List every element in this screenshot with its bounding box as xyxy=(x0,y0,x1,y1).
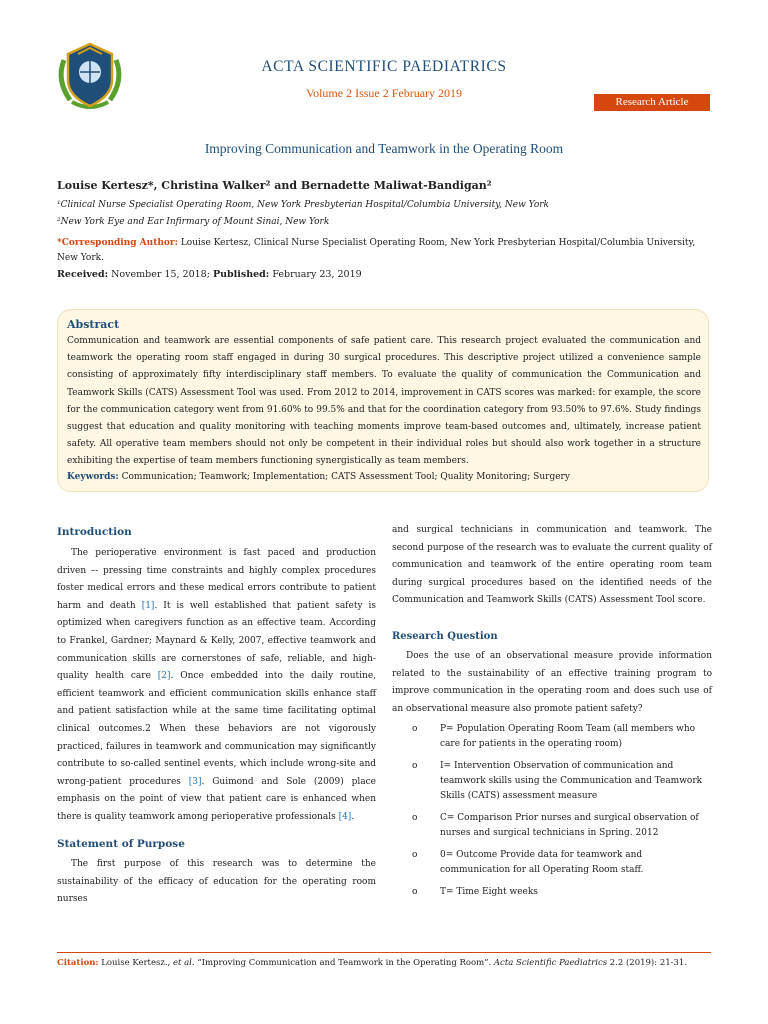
volume-issue: Volume 2 Issue 2 February 2019 xyxy=(305,86,463,100)
intro-text-b: . It is well established that patient safety is optimized when caregivers function as an effective team. According to Frankel, Gardner; Maynard & Kelly, 2007, effective teamwork and communication skills are cornerstones of safe, reliable, and high-quality health care xyxy=(57,600,377,682)
bullet-icon: o xyxy=(412,850,418,860)
corresponding-label: *Corresponding Author: xyxy=(57,238,178,248)
list-item: o P= Population Operating Room Team (all members who care for patients in the operating room) xyxy=(412,724,696,749)
intro-text-d: . Guimond and Sole (2009) place emphasis on the point of view that patient care is enhanced when there is quality teamwork among perioperative professionals xyxy=(57,776,376,822)
corresponding-text: Louise Kertesz, Clinical Nurse Specialist Operating Room, New York Presbyterian Hospital/Columbia University, New York. xyxy=(57,238,696,263)
keywords xyxy=(67,472,570,482)
citation-journal: Acta Scientific Paediatrics xyxy=(493,958,608,968)
citation xyxy=(57,958,711,968)
citation-rest: 2.2 (2019): 21-31. xyxy=(607,958,688,968)
reference-link-2[interactable]: [2] xyxy=(157,671,171,682)
citation-authors: Louise Kertesz., xyxy=(98,958,173,968)
research-question-text: Does the use of an observational measure provide information related to the sustainability of an effective training program to improve communication in the operating room and does such use of an observational measure also promote patient safety? xyxy=(392,651,712,714)
footer-divider xyxy=(57,952,711,953)
abstract-heading: Abstract xyxy=(67,318,120,331)
abstract-text: Communication and teamwork are essential components of safe patient care. This research project evaluated the communication and teamwork the operating room staff engaged in during 30 surgical procedures. This descriptive project utilized a convenience sample consisting of approximately fifty interdisciplinary staff members. To evaluate the quality of communication the Communication and Teamwork Skills (CATS) Assessment Tool was used. From 2012 to 2014, improvement in CATS scores was marked: for example, the score for the communication category went from 91.60% to 99.5% and that for the coordination category from 93.50% to 97.6%. Study findings suggest that education and quality monitoring with teaching moments improve team-based outcomes and, ultimately, increase patient safety. All operative team members should not only be competent in their individual roles but should also work together in a structure exhibiting the expertise of team members functioning synergistically as team members. xyxy=(67,336,701,467)
intro-text-a: The perioperative environment is fast paced and production driven –- pressing time constraints and highly complex procedures foster medical errors and these medical errors contribute to patient harm and death xyxy=(57,548,376,611)
received-date: November 15, 2018; xyxy=(108,269,213,280)
affiliation-1: ¹Clinical Nurse Specialist Operating Room, New York Presbyterian Hospital/Columbia University, New York xyxy=(57,200,550,210)
published-date: February 23, 2019 xyxy=(269,269,362,280)
intro-text-e: . xyxy=(351,811,355,822)
author-list: Louise Kertesz*, Christina Walker² and Bernadette Maliwat-Bandigan² xyxy=(57,179,492,192)
list-item: o T= Time Eight weeks xyxy=(392,885,712,900)
journal-logo xyxy=(52,40,128,114)
bullet-icon: o xyxy=(412,887,418,897)
introduction-heading: Introduction xyxy=(57,526,132,538)
published-label: Published: xyxy=(212,269,270,280)
corresponding-author xyxy=(57,236,713,266)
article-title: Improving Communication and Teamwork in the Operating Room xyxy=(204,141,564,156)
bullet-icon: o xyxy=(412,813,418,823)
research-question-heading: Research Question xyxy=(392,631,498,642)
keywords-text: Communication; Teamwork; Implementation; CATS Assessment Tool; Quality Monitoring; Surgery xyxy=(118,472,570,482)
reference-link-3[interactable]: [3] xyxy=(188,776,202,787)
purpose-heading: Statement of Purpose xyxy=(57,838,185,850)
received-label: Received: xyxy=(57,269,109,280)
article-dates xyxy=(57,269,362,280)
bullet-icon: o xyxy=(412,724,418,734)
list-item: o 0= Outcome Provide data for teamwork and communication for all Operating Room staff. xyxy=(412,850,644,875)
purpose-paragraph-start: The first purpose of this research was to determine the sustainability of the efficacy of education for the operating room nurses xyxy=(57,859,376,905)
reference-link-4[interactable]: [4] xyxy=(338,811,352,822)
purpose-paragraph-continued: and surgical technicians in communication and teamwork. The second purpose of the research was to evaluate the current quality of communication and teamwork of the entire operating room team during surgical procedures based on the identified needs of the Communication and Teamwork Skills (CATS) Assessment Tool score. xyxy=(392,525,712,606)
list-item: o C= Comparison Prior nurses and surgical observation of nurses and surgical technicians in Spring. 2012 xyxy=(412,813,699,838)
keywords-label: Keywords: xyxy=(67,472,119,482)
bullet-icon: o xyxy=(412,761,418,771)
citation-title: “Improving Communication and Teamwork in the Operating Room”. xyxy=(194,958,494,968)
reference-link-1[interactable]: [1] xyxy=(141,600,155,611)
list-item: o I= Intervention Observation of communication and teamwork skills using the Communication and Teamwork Skills (CATS) assessment measure xyxy=(412,761,703,801)
affiliation-2: ²New York Eye and Ear Infirmary of Mount Sinai, New York xyxy=(57,217,330,227)
journal-shield-wreath-icon xyxy=(52,40,128,114)
citation-label: Citation: xyxy=(57,958,99,968)
intro-text-c: . Once embedded into the daily routine, efficient teamwork and efficient communication skills enhance staff and patient satisfaction while at the same time facilitating optimal clinical outcomes.2 When these behaviors are not vigorously practiced, failures in teamwork and communication may significantly contribute to so-called sentinel events, which include wrong-site and wrong-patient procedures xyxy=(57,671,377,787)
citation-etal: et al. xyxy=(172,958,195,968)
pico-list xyxy=(392,722,712,907)
journal-name: ACTA SCIENTIFIC PAEDIATRICS xyxy=(261,58,507,75)
article-type-badge: Research Article xyxy=(594,94,710,111)
introduction-paragraph xyxy=(57,545,376,827)
